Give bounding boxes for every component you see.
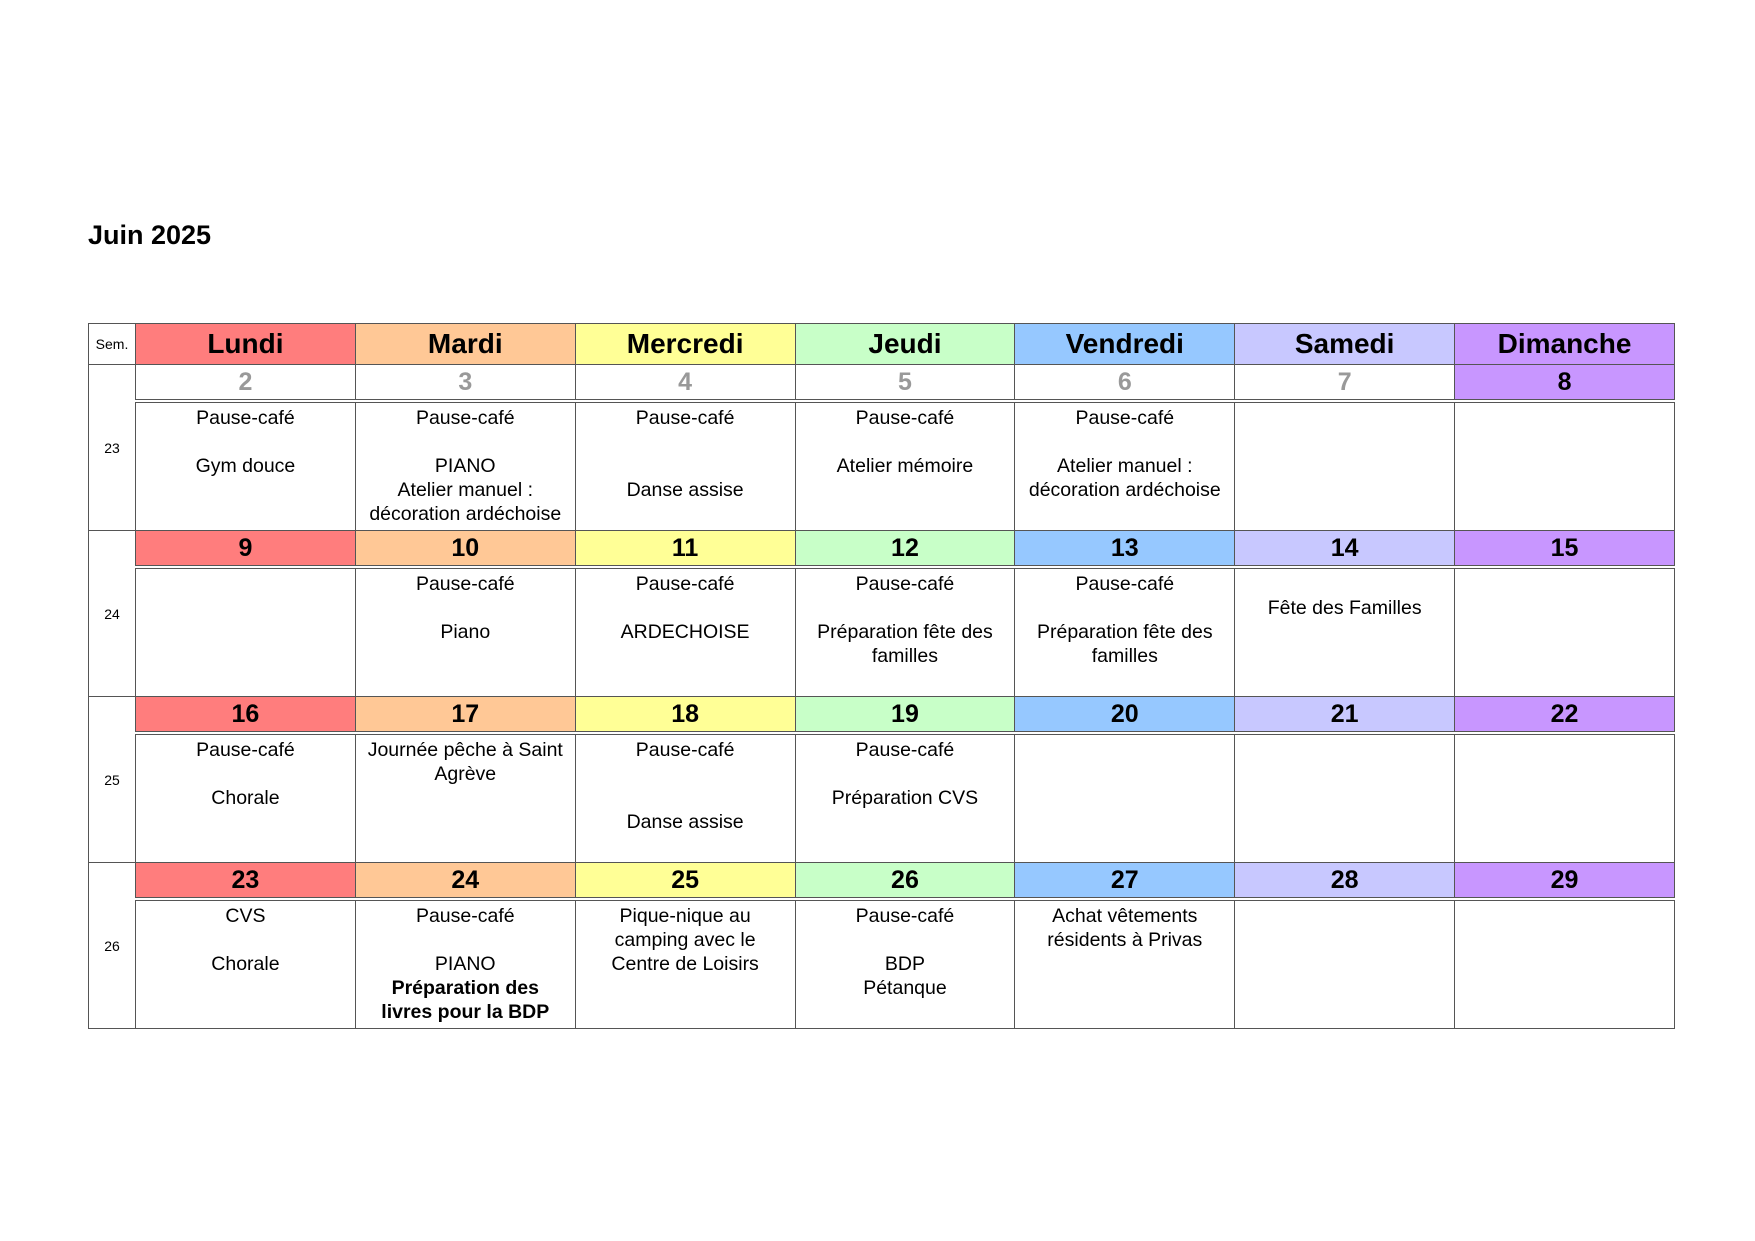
date-cell-mercredi: 25 [575,863,795,900]
activity-line: Achat vêtements [1052,905,1198,927]
activity-line: BDP [884,953,925,975]
date-cell-mardi: 17 [355,697,575,734]
activity-cell-mercredi [575,733,795,863]
calendar-table [88,323,1675,1029]
week-number: 24 [89,531,136,697]
activity-line: Pause-café [635,407,735,429]
weekday-header-samedi: Samedi [1235,324,1455,365]
activity-line: Danse assise [626,811,744,833]
spacer-line [1015,430,1234,454]
activity-line: Pause-café [635,739,735,761]
date-cell-samedi: 21 [1235,697,1455,734]
weekday-header-dimanche: Dimanche [1455,324,1675,365]
activity-cell-dimanche [1455,733,1675,863]
activity-cell-dimanche [1455,567,1675,697]
spacer-line [796,596,1015,620]
activity-line: CVS [225,905,266,927]
spacer-line [576,454,795,478]
activity-cell-mercredi [575,567,795,697]
activity-line: Chorale [211,953,280,975]
activity-line: ARDECHOISE [620,621,750,643]
date-cell-lundi: 2 [136,365,356,402]
spacer-line [136,928,355,952]
date-cell-dimanche: 15 [1455,531,1675,568]
spacer-line [356,928,575,952]
date-cell-mardi: 10 [355,531,575,568]
spacer-line [1015,596,1234,620]
activities-row [89,899,1675,1029]
activity-line: camping avec le [614,929,756,951]
activity-line: Agrève [434,763,497,785]
activity-line: Pause-café [196,407,295,429]
activity-line: livres pour la BDP [381,1001,550,1023]
date-cell-mercredi: 11 [575,531,795,568]
spacer-line [576,596,795,620]
weekday-header-vendredi: Vendredi [1015,324,1235,365]
date-cell-jeudi: 12 [795,531,1015,568]
activity-line: PIANO [434,953,496,975]
activity-cell-vendredi [1015,401,1235,531]
spacer-line [796,430,1015,454]
activity-cell-lundi [136,733,356,863]
activity-line: Chorale [211,787,280,809]
activity-line: Pause-café [855,407,955,429]
week-number-header: Sem. [89,324,136,365]
activity-cell-mardi [355,733,575,863]
activity-line: familles [1091,645,1158,667]
activity-line: Pétanque [863,977,947,999]
activity-line: Centre de Loisirs [611,953,759,975]
activity-cell-mercredi [575,401,795,531]
activity-line: Gym douce [195,455,296,477]
spacer-line [576,762,795,786]
activity-line: Pause-café [415,407,515,429]
date-cell-dimanche: 22 [1455,697,1675,734]
week-number: 23 [89,365,136,531]
activity-line: Préparation fête des [1036,621,1213,643]
week-number: 25 [89,697,136,863]
spacer-line [356,596,575,620]
activity-line: Préparation CVS [831,787,979,809]
activity-line: Pause-café [855,905,955,927]
activity-cell-vendredi [1015,733,1235,863]
date-cell-vendredi: 20 [1015,697,1235,734]
activity-line: décoration ardéchoise [1028,479,1221,501]
activity-line: Atelier manuel : [1057,455,1193,477]
activity-line: Préparation des [391,977,539,999]
date-cell-samedi: 7 [1235,365,1455,402]
date-cell-lundi: 16 [136,697,356,734]
activity-cell-lundi [136,401,356,531]
activities-row [89,401,1675,531]
date-cell-mercredi: 18 [575,697,795,734]
activity-line: PIANO [434,455,496,477]
activity-line: Pause-café [1075,407,1175,429]
week-number: 26 [89,863,136,1029]
activity-cell-samedi [1235,733,1455,863]
date-cell-lundi: 23 [136,863,356,900]
date-cell-mercredi: 4 [575,365,795,402]
date-cell-jeudi: 19 [795,697,1015,734]
activities-row [89,733,1675,863]
weekday-header-jeudi: Jeudi [795,324,1015,365]
date-cell-vendredi: 13 [1015,531,1235,568]
date-cell-vendredi: 6 [1015,365,1235,402]
page-title: Juin 2025 [88,220,212,250]
date-cell-mardi: 3 [355,365,575,402]
activity-cell-samedi [1235,899,1455,1029]
activity-cell-dimanche [1455,899,1675,1029]
activity-cell-vendredi [1015,567,1235,697]
activity-cell-mercredi [575,899,795,1029]
spacer-line [576,786,795,810]
activity-line: Pause-café [855,573,955,595]
activity-line: Atelier manuel : [397,479,533,501]
activity-cell-samedi [1235,401,1455,531]
weekday-header-row [89,324,1675,365]
date-row [89,697,1675,734]
spacer-line [136,430,355,454]
activity-line: familles [871,645,938,667]
activity-line: Danse assise [626,479,744,501]
activity-line: Pause-café [415,905,515,927]
activity-line: Pause-café [855,739,955,761]
activity-line: résidents à Privas [1047,929,1203,951]
activity-cell-samedi [1235,567,1455,697]
activity-cell-lundi [136,899,356,1029]
date-cell-jeudi: 5 [795,365,1015,402]
date-cell-jeudi: 26 [795,863,1015,900]
date-row [89,365,1675,402]
activity-cell-vendredi [1015,899,1235,1029]
activity-line: Piano [440,621,491,643]
spacer-line [796,762,1015,786]
weekday-header-mercredi: Mercredi [575,324,795,365]
activity-cell-lundi [136,567,356,697]
activity-line: Pause-café [1075,573,1175,595]
date-cell-samedi: 14 [1235,531,1455,568]
activity-line: décoration ardéchoise [369,503,562,525]
activity-line: Journée pêche à Saint [367,739,563,761]
spacer-line [576,430,795,454]
date-cell-dimanche: 29 [1455,863,1675,900]
activity-cell-jeudi [795,733,1015,863]
activity-line: Pause-café [415,573,515,595]
activity-cell-mardi [355,567,575,697]
activity-cell-jeudi [795,567,1015,697]
activity-cell-jeudi [795,401,1015,531]
date-cell-vendredi: 27 [1015,863,1235,900]
date-cell-dimanche: 8 [1455,365,1675,402]
weekday-header-lundi: Lundi [136,324,356,365]
activity-line: Fête des Familles [1267,597,1422,619]
activity-line: Pique-nique au [619,905,751,927]
weekday-header-mardi: Mardi [355,324,575,365]
activity-line: Pause-café [196,739,295,761]
spacer-line [796,928,1015,952]
activity-line: Pause-café [635,573,735,595]
date-cell-samedi: 28 [1235,863,1455,900]
calendar-body [89,365,1675,1029]
date-row [89,531,1675,568]
date-row [89,863,1675,900]
date-cell-mardi: 24 [355,863,575,900]
activity-line: Atelier mémoire [836,455,974,477]
spacer-line [136,762,355,786]
activity-cell-mardi [355,401,575,531]
activity-cell-jeudi [795,899,1015,1029]
activity-cell-dimanche [1455,401,1675,531]
spacer-line [356,430,575,454]
activity-cell-mardi [355,899,575,1029]
date-cell-lundi: 9 [136,531,356,568]
spacer-line [1235,572,1454,596]
activity-line: Préparation fête des [817,621,993,643]
activities-row [89,567,1675,697]
